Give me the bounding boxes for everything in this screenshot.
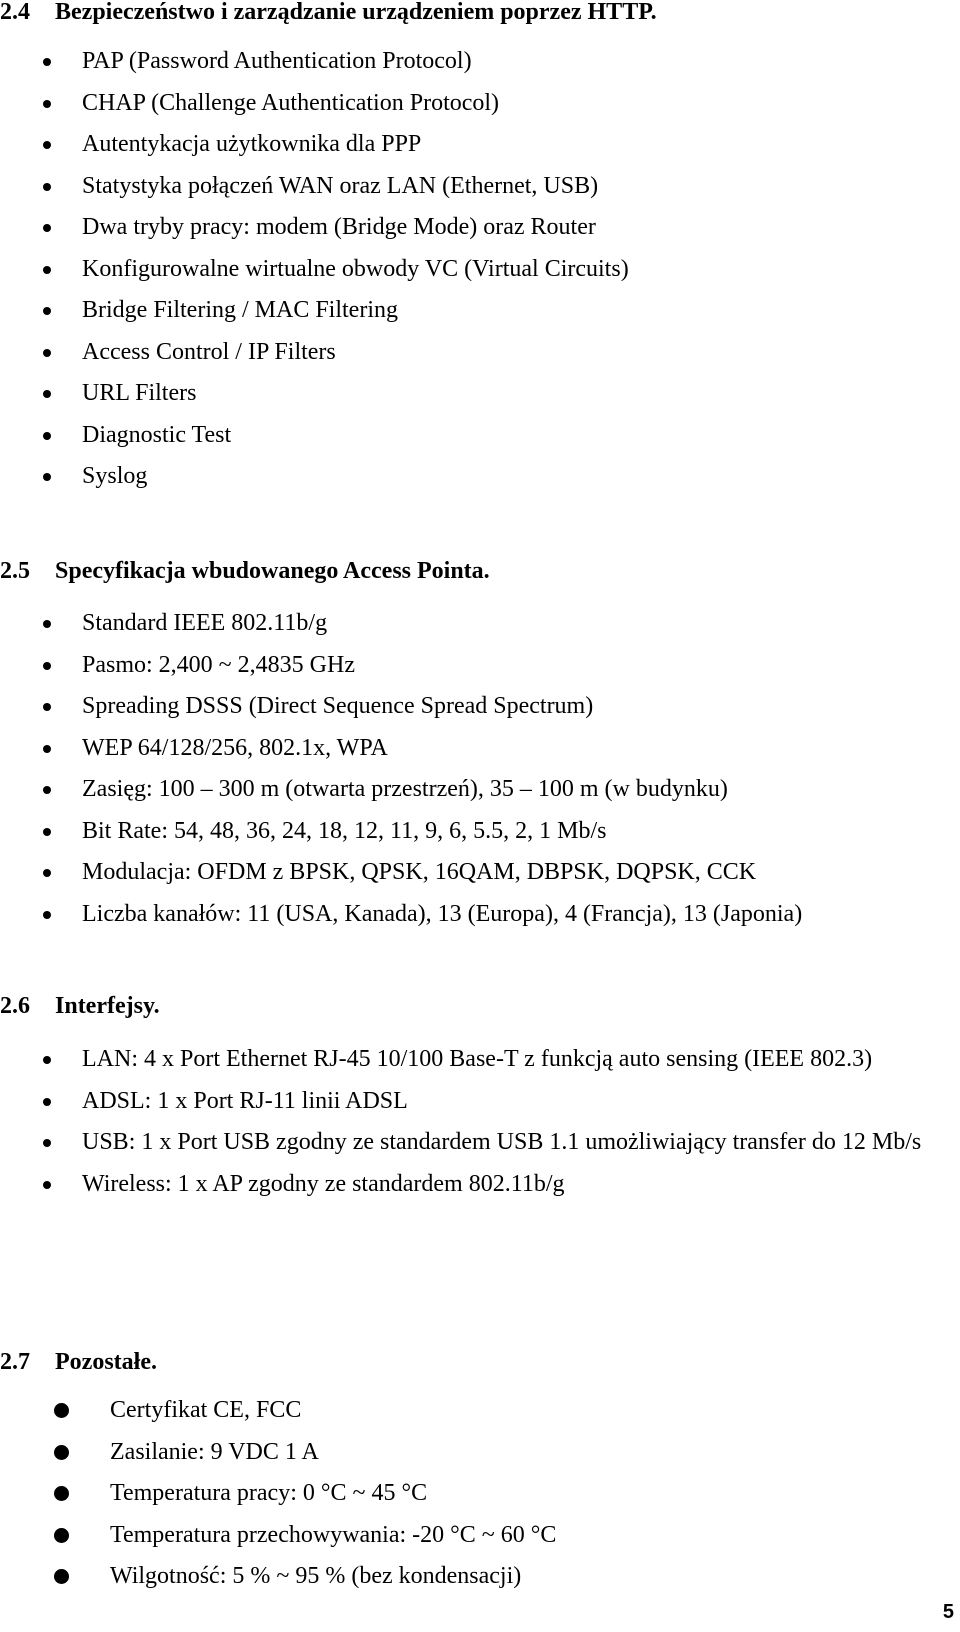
bullet-icon: [43, 1139, 51, 1147]
list-item: [0, 1515, 958, 1557]
list-item: [0, 207, 958, 249]
section-heading-2-5: [0, 557, 490, 585]
list-item: [0, 1081, 958, 1123]
bullet-icon: [43, 869, 51, 877]
list-item-text: Wireless: 1 x AP zgodny ze standardem 802.11b/g: [82, 1170, 565, 1197]
list-item-text: Access Control / IP Filters: [82, 338, 336, 365]
list-item-text: CHAP (Challenge Authentication Protocol): [82, 89, 500, 116]
bullet-icon: [54, 1445, 69, 1460]
list-item-text: Statystyka połączeń WAN oraz LAN (Ethernet, USB): [82, 172, 599, 199]
list-item: [0, 852, 958, 894]
section-heading-2-7: [0, 1348, 157, 1376]
bullet-icon: [43, 1181, 51, 1189]
list-item-text: Syslog: [82, 463, 148, 489]
list-item: [0, 728, 958, 770]
list-item: [0, 249, 958, 291]
bullet-icon: [43, 100, 51, 108]
list-item: [0, 1432, 958, 1474]
bullet-icon: [43, 1098, 51, 1106]
section-title: Pozostałe.: [55, 1349, 157, 1375]
list-item-text: USB: 1 x Port USB zgodny ze standardem USB 1.1 umożliwiający transfer do 12 Mb/s: [82, 1129, 922, 1155]
list-item-text: ADSL: 1 x Port RJ-11 linii ADSL: [82, 1087, 408, 1114]
list-item-text: Autentykacja użytkownika dla PPP: [82, 131, 422, 157]
list-item: [0, 1390, 958, 1432]
bullet-icon: [54, 1403, 69, 1418]
section-number: 2.4: [0, 0, 30, 25]
list-item: [0, 1473, 958, 1515]
list-item: [0, 290, 958, 332]
list-item-text: URL Filters: [82, 380, 197, 406]
list-item-text: Standard IEEE 802.11b/g: [82, 610, 328, 636]
bullet-icon: [43, 786, 51, 794]
bullet-icon: [43, 183, 51, 191]
list-item: [0, 686, 958, 728]
list-item: [0, 769, 958, 811]
bullet-icon: [43, 58, 51, 66]
list-item-text: Certyfikat CE, FCC: [110, 1397, 302, 1423]
list-section-2-6: [0, 1039, 958, 1205]
list-item-text: Wilgotność: 5 % ~ 95 % (bez kondensacji): [110, 1563, 522, 1589]
list-item: [0, 894, 958, 936]
list-section-2-7: [0, 1390, 958, 1598]
list-item: [0, 1122, 958, 1164]
list-item-text: Diagnostic Test: [82, 421, 232, 448]
list-section-2-4: [0, 41, 958, 498]
list-item-text: Modulacja: OFDM z BPSK, QPSK, 16QAM, DBPSK, DQPSK, CCK: [82, 859, 757, 885]
list-item: [0, 166, 958, 208]
bullet-icon: [43, 266, 51, 274]
section-heading-2-6: [0, 992, 160, 1020]
list-item-text: LAN: 4 x Port Ethernet RJ-45 10/100 Base-T z funkcją auto sensing (IEEE 802.3): [82, 1046, 873, 1072]
section-number: 2.7: [0, 1349, 30, 1375]
section-title: Specyfikacja wbudowanego Access Pointa.: [55, 558, 490, 584]
bullet-icon: [43, 1056, 51, 1064]
bullet-icon: [54, 1569, 69, 1584]
list-item: [0, 332, 958, 374]
bullet-icon: [43, 911, 51, 919]
list-item: [0, 1164, 958, 1206]
bullet-icon: [43, 662, 51, 670]
list-item-text: Temperatura pracy: 0 °C ~ 45 °C: [110, 1480, 428, 1506]
bullet-icon: [43, 224, 51, 232]
bullet-icon: [43, 620, 51, 628]
bullet-icon: [43, 141, 51, 149]
page-number: 5: [942, 1601, 954, 1623]
list-item-text: Zasilanie: 9 VDC 1 A: [110, 1438, 319, 1465]
list-item-text: Bridge Filtering / MAC Filtering: [82, 297, 398, 323]
list-item-text: Zasięg: 100 – 300 m (otwarta przestrzeń), 35 – 100 m (w budynku): [82, 776, 728, 802]
list-item: [0, 373, 958, 415]
list-item: [0, 811, 958, 853]
list-item: [0, 415, 958, 457]
section-number: 2.6: [0, 993, 30, 1019]
bullet-icon: [54, 1528, 69, 1543]
list-item-text: Dwa tryby pracy: modem (Bridge Mode) oraz Router: [82, 214, 596, 240]
list-item-text: PAP (Password Authentication Protocol): [82, 48, 472, 74]
bullet-icon: [43, 390, 51, 398]
bullet-icon: [43, 307, 51, 315]
list-item: [0, 124, 958, 166]
bullet-icon: [43, 432, 51, 440]
bullet-icon: [43, 349, 51, 357]
list-item: [0, 41, 958, 83]
list-item: [0, 83, 958, 125]
section-title: Bezpieczeństwo i zarządzanie urządzeniem poprzez HTTP.: [55, 0, 657, 25]
section-number: 2.5: [0, 558, 30, 584]
list-section-2-5: [0, 603, 958, 935]
list-item: [0, 645, 958, 687]
list-item: [0, 1039, 958, 1081]
bullet-icon: [43, 703, 51, 711]
list-item-text: Liczba kanałów: 11 (USA, Kanada), 13 (Europa), 4 (Francja), 13 (Japonia): [82, 900, 803, 927]
section-heading-2-4: [0, 0, 657, 26]
list-item-text: Bit Rate: 54, 48, 36, 24, 18, 12, 11, 9, 6, 5.5, 2, 1 Mb/s: [82, 817, 607, 844]
list-item-text: WEP 64/128/256, 802.1x, WPA: [82, 734, 388, 761]
list-item-text: Temperatura przechowywania: -20 °C ~ 60 °C: [110, 1521, 557, 1548]
list-item-text: Konfigurowalne wirtualne obwody VC (Virtual Circuits): [82, 255, 629, 282]
bullet-icon: [43, 828, 51, 836]
list-item: [0, 1556, 958, 1598]
list-item: [0, 603, 958, 645]
bullet-icon: [54, 1486, 69, 1501]
bullet-icon: [43, 745, 51, 753]
list-item: [0, 456, 958, 498]
list-item-text: Pasmo: 2,400 ~ 2,4835 GHz: [82, 651, 355, 678]
list-item-text: Spreading DSSS (Direct Sequence Spread Spectrum): [82, 693, 594, 719]
section-title: Interfejsy.: [55, 993, 160, 1019]
bullet-icon: [43, 473, 51, 481]
